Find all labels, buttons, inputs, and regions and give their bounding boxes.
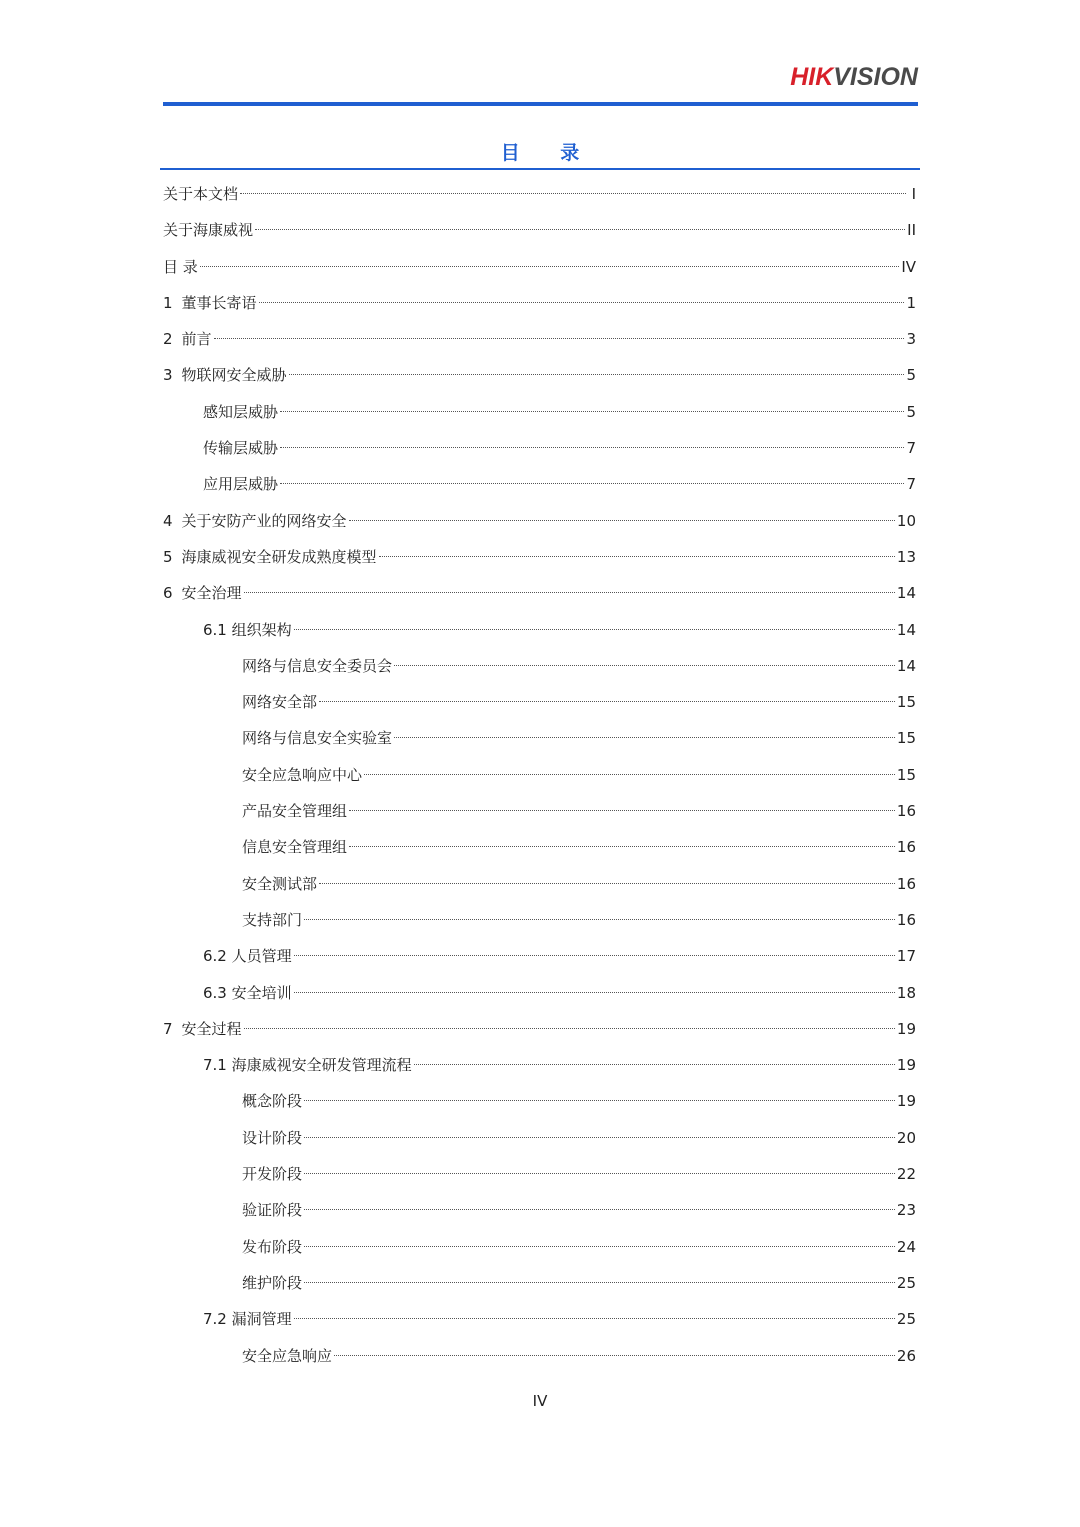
- toc-dot-leader: [259, 302, 905, 303]
- toc-entry-number: 6: [163, 584, 173, 603]
- toc-entry-page: 15: [896, 765, 916, 784]
- toc-dot-leader: [319, 701, 895, 702]
- toc-entry-page: 25: [896, 1310, 916, 1329]
- toc-entry-page: 22: [896, 1165, 916, 1184]
- toc-entry[interactable]: [163, 541, 916, 577]
- hikvision-logo: [790, 62, 918, 92]
- toc-dot-leader: [244, 1028, 895, 1029]
- toc-entry[interactable]: [163, 904, 916, 940]
- toc-entry-page: 14: [896, 656, 916, 675]
- toc-entry-title: 感知层威胁: [203, 402, 279, 421]
- toc-dot-leader: [334, 1355, 895, 1356]
- toc-entry-title: 传输层威胁: [203, 439, 279, 458]
- toc-dot-leader: [304, 1246, 895, 1247]
- toc-entry[interactable]: [163, 1194, 916, 1230]
- toc-dot-leader: [304, 1282, 895, 1283]
- toc-entry-title: 安全应急响应中心: [242, 765, 363, 784]
- toc-entry-page: 10: [896, 511, 916, 530]
- toc-entry-title: 关于本文档: [163, 185, 239, 203]
- toc-entry[interactable]: [163, 650, 916, 686]
- toc-entry[interactable]: [163, 251, 916, 287]
- toc-entry[interactable]: [163, 722, 916, 758]
- toc-entry-page: 25: [896, 1273, 916, 1292]
- toc-dot-leader: [240, 193, 906, 194]
- toc-entry-page: 26: [896, 1346, 916, 1365]
- toc-entry-title: 网络安全部: [242, 693, 318, 712]
- toc-entry-page: 14: [896, 584, 916, 603]
- toc-entry-title: 产品安全管理组: [242, 802, 348, 821]
- toc-entry-title: 开发阶段: [242, 1165, 303, 1184]
- toc-entry-page: 5: [906, 366, 916, 385]
- toc-entry[interactable]: [163, 1122, 916, 1158]
- toc-entry-page: 15: [896, 729, 916, 748]
- toc-entry-page: I: [911, 185, 916, 203]
- toc-entry[interactable]: [163, 868, 916, 904]
- toc-entry[interactable]: [163, 577, 916, 613]
- toc-dot-leader: [304, 1137, 895, 1138]
- toc-entry-title: 6.1 组织架构: [203, 620, 292, 639]
- toc-entry-title: 验证阶段: [242, 1201, 303, 1220]
- toc-entry[interactable]: [163, 1267, 916, 1303]
- toc-entry-title: 目 录: [163, 257, 198, 276]
- toc-entry-title: 7.1 海康威视安全研发管理流程: [203, 1056, 412, 1075]
- toc-entry-number: 3: [163, 366, 173, 385]
- toc-entry[interactable]: [163, 940, 916, 976]
- toc-dot-leader: [304, 919, 895, 920]
- title-divider: [160, 168, 920, 170]
- toc-dot-leader: [394, 737, 895, 738]
- toc-dot-leader: [414, 1064, 895, 1065]
- toc-entry-title: 关于海康威视: [163, 221, 254, 240]
- toc-entry-page: 16: [896, 838, 916, 857]
- toc-entry-page: 15: [896, 693, 916, 712]
- toc-entry-title: 6.3 安全培训: [203, 983, 292, 1002]
- toc-entry-title: 信息安全管理组: [242, 838, 348, 857]
- toc-entry-title: 7.2 漏洞管理: [203, 1310, 292, 1329]
- table-of-contents: [163, 178, 916, 1376]
- toc-dot-leader: [294, 955, 895, 956]
- toc-entry[interactable]: [163, 323, 916, 359]
- toc-entry-title: 安全过程: [181, 1019, 242, 1038]
- toc-dot-leader: [319, 883, 895, 884]
- toc-dot-leader: [349, 846, 895, 847]
- logo-vision-text: VISION: [833, 63, 918, 91]
- toc-entry[interactable]: [163, 1158, 916, 1194]
- toc-entry-title: 应用层威胁: [203, 475, 279, 494]
- toc-entry[interactable]: [163, 505, 916, 541]
- toc-entry-title: 支持部门: [242, 910, 303, 929]
- toc-entry-page: 1: [906, 293, 916, 312]
- toc-dot-leader: [280, 447, 904, 448]
- toc-entry-title: 关于安防产业的网络安全: [181, 511, 347, 530]
- toc-entry[interactable]: [163, 1013, 916, 1049]
- toc-entry-number: 1: [163, 293, 173, 312]
- toc-entry[interactable]: [163, 614, 916, 650]
- toc-entry-title: 物联网安全威胁: [181, 366, 287, 385]
- toc-entry-page: 7: [906, 439, 916, 458]
- toc-dot-leader: [200, 266, 900, 267]
- toc-entry-number: 5: [163, 547, 173, 566]
- toc-entry[interactable]: [163, 1340, 916, 1376]
- toc-dot-leader: [255, 229, 905, 230]
- toc-entry[interactable]: [163, 831, 916, 867]
- toc-entry-title: 安全治理: [181, 584, 242, 603]
- toc-entry[interactable]: [163, 759, 916, 795]
- toc-title: 目 录: [500, 142, 597, 164]
- toc-entry-page: 13: [896, 547, 916, 566]
- header-divider: [163, 102, 918, 106]
- toc-entry[interactable]: [163, 468, 916, 504]
- toc-dot-leader: [244, 592, 895, 593]
- toc-dot-leader: [214, 338, 905, 339]
- toc-entry[interactable]: [163, 795, 916, 831]
- toc-entry-page: 16: [896, 910, 916, 929]
- toc-dot-leader: [394, 665, 895, 666]
- toc-entry[interactable]: [163, 977, 916, 1013]
- toc-entry-page: 17: [896, 947, 916, 966]
- toc-dot-leader: [349, 520, 895, 521]
- toc-entry-number: 2: [163, 330, 173, 349]
- toc-entry-title: 概念阶段: [242, 1092, 303, 1111]
- toc-entry-title: 安全应急响应: [242, 1346, 333, 1365]
- toc-dot-leader: [294, 992, 895, 993]
- toc-entry-page: 19: [896, 1019, 916, 1038]
- toc-entry-title: 前言: [181, 330, 212, 349]
- toc-entry-title: 安全测试部: [242, 874, 318, 893]
- toc-entry-page: 20: [896, 1128, 916, 1147]
- logo-hik-text: HIK: [790, 63, 834, 91]
- toc-entry-number: 7: [163, 1019, 173, 1038]
- toc-dot-leader: [280, 483, 904, 484]
- toc-entry-title: 维护阶段: [242, 1273, 303, 1292]
- toc-entry[interactable]: [163, 396, 916, 432]
- toc-dot-leader: [289, 374, 905, 375]
- toc-dot-leader: [304, 1173, 895, 1174]
- toc-entry-title: 设计阶段: [242, 1128, 303, 1147]
- toc-entry[interactable]: [163, 1085, 916, 1121]
- toc-entry-page: 14: [896, 620, 916, 639]
- toc-entry-page: 16: [896, 802, 916, 821]
- toc-entry[interactable]: [163, 214, 916, 250]
- toc-entry-page: 7: [906, 475, 916, 494]
- toc-entry-page: 19: [896, 1092, 916, 1111]
- toc-entry-page: IV: [901, 257, 916, 276]
- toc-entry-title: 网络与信息安全实验室: [242, 729, 393, 748]
- toc-dot-leader: [349, 810, 895, 811]
- toc-entry-title: 发布阶段: [242, 1237, 303, 1256]
- toc-entry-page: 24: [896, 1237, 916, 1256]
- toc-entry-page: 5: [906, 402, 916, 421]
- toc-entry-page: 16: [896, 874, 916, 893]
- toc-entry[interactable]: [163, 1303, 916, 1339]
- toc-dot-leader: [379, 556, 895, 557]
- toc-entry[interactable]: [163, 686, 916, 722]
- toc-entry[interactable]: [163, 359, 916, 395]
- toc-dot-leader: [294, 1318, 895, 1319]
- toc-entry[interactable]: [163, 178, 916, 214]
- toc-dot-leader: [280, 411, 904, 412]
- toc-entry-page: 19: [896, 1056, 916, 1075]
- toc-entry[interactable]: [163, 1049, 916, 1085]
- toc-dot-leader: [304, 1209, 895, 1210]
- toc-dot-leader: [294, 629, 895, 630]
- toc-entry-number: 4: [163, 511, 173, 530]
- toc-entry-title: 董事长寄语: [181, 293, 257, 312]
- page-number: IV: [532, 1392, 548, 1410]
- toc-entry[interactable]: [163, 1231, 916, 1267]
- toc-entry[interactable]: [163, 287, 916, 323]
- toc-dot-leader: [364, 774, 895, 775]
- toc-entry-title: 网络与信息安全委员会: [242, 656, 393, 675]
- toc-dot-leader: [304, 1100, 895, 1101]
- toc-entry-page: 23: [896, 1201, 916, 1220]
- toc-entry-page: 18: [896, 983, 916, 1002]
- toc-entry[interactable]: [163, 432, 916, 468]
- toc-entry-title: 6.2 人员管理: [203, 947, 292, 966]
- toc-entry-page: 3: [906, 330, 916, 349]
- toc-entry-title: 海康威视安全研发成熟度模型: [181, 547, 377, 566]
- toc-entry-page: II: [907, 221, 916, 240]
